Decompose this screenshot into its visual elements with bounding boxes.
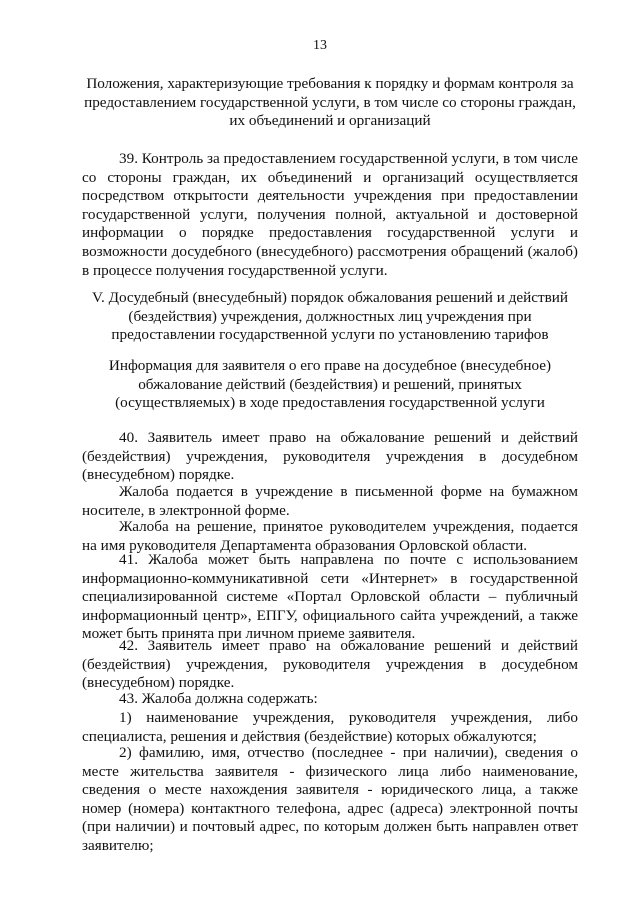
paragraph-41: 41. Жалоба может быть направлена по почте с использованием информационно-коммуникативной сети «Интернет» в государственной специализированной системе «Портал Орловской области – публичный информационный центр», ЕПГУ, официального сайта учреждений, а также может быть принята при личном приеме заявителя. [82,551,578,643]
info-heading: Информация для заявителя о его праве на досудебное (внесудебное) обжалование действий (бездействия) и решений, принятых (осуществляемых) в ходе предоставления государственной услуги [108,357,552,412]
paragraph-40-complaint-form: Жалоба подается в учреждение в письменной форме на бумажном носителе, в электронной форме. [82,483,578,519]
section-v-heading: V. Досудебный (внесудебный) порядок обжалования решений и действий (бездействия) учреждения, должностных лиц учреждения при предоставлении государственной услуги по установлению тарифов [91,289,569,344]
paragraph-40: 40. Заявитель имеет право на обжалование решений и действий (бездействия) учреждения, руководителя учреждения в досудебном (внесудебном) порядке. [82,429,578,484]
paragraph-43: 43. Жалоба должна содержать: [119,690,318,707]
paragraph-40-complaint-addressee: Жалоба на решение, принятое руководителем учреждения, подается на имя руководителя Департамента образования Орловской области. [82,518,578,554]
page-number: 13 [313,38,327,53]
paragraph-43-item-2: 2) фамилию, имя, отчество (последнее - при наличии), сведения о месте жительства заявителя - физического лица либо наименование, сведения о месте нахождения заявителя - юридического лица, а также номер (номера) контактного телефона, адрес (адреса) электронной почты (при наличии) и почтовый адрес, по которым должен быть направлен ответ заявителю; [82,744,578,854]
paragraph-42: 42. Заявитель имеет право на обжалование решений и действий (бездействия) учреждения, руководителя учреждения в досудебном (внесудебном) порядке. [82,637,578,692]
paragraph-39: 39. Контроль за предоставлением государственной услуги, в том числе со стороны граждан, их объединений и организаций осуществляется посредством открытости деятельности учреждения при предоставлении государственной услуги, получения полной, актуальной и достоверной информации о порядке предоставления государственной услуги и возможности досудебного (внесудебного) рассмотрения обращений (жалоб) в процессе получения государственной услуги. [82,150,578,279]
paragraph-43-item-1: 1) наименование учреждения, руководителя учреждения, либо специалиста, решения и действия (бездействие) которых обжалуются; [82,709,578,745]
heading-control-provisions: Положения, характеризующие требования к порядку и формам контроля за предоставлением государственной услуги, в том числе со стороны граждан, их объединений и организаций [84,75,576,130]
